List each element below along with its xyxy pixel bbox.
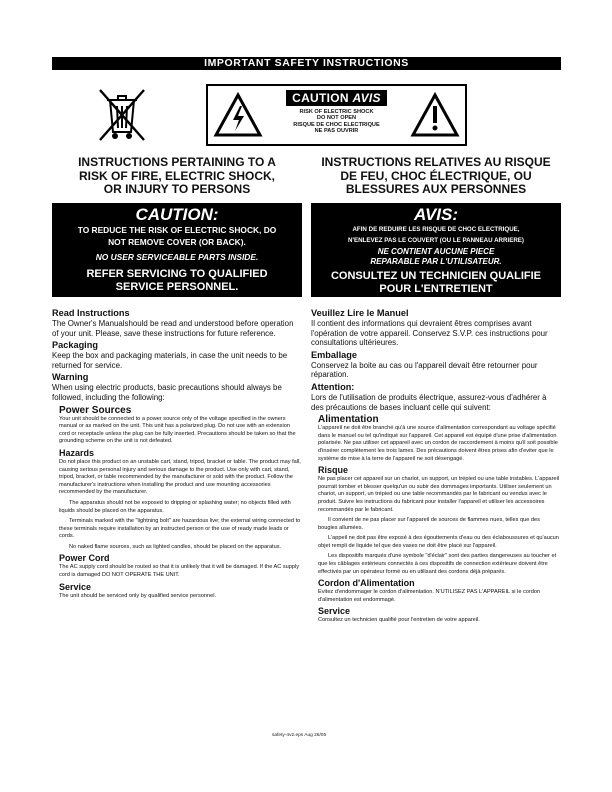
subsection-title: Alimentation xyxy=(318,414,379,426)
caution-label-line: RISK OF ELECTRIC SHOCK xyxy=(299,109,374,115)
caution-label-line: NE PAS OUVRIR xyxy=(314,128,359,135)
french-body xyxy=(311,308,561,625)
subsection-text: Evitez d'endommager le cordon d'alimentation. N'UTILISEZ PAS L'APPAREIL si le cordon d'alimentation est endommagé. xyxy=(318,589,541,603)
subsection-text: Ne pas placer cet appareil sur un chariot, un support, un trépied ou une table instables. L'appareil pourrait tomber et blesser quelqu'un ou subir des dommages importants. Utiliser seulement un chariot, un support, un trépied ou une table recommandés par le fabricant ou vendus avec le produit. Suivre les instructions du fabricant pour installer l'appareil et utiliser les accessoires recommandés par le fabricant. xyxy=(318,476,560,513)
section-title: Read Instructions xyxy=(52,308,130,318)
heading-line: DE FEU, CHOC ÉLECTRIQUE, OU xyxy=(340,168,532,183)
exclamation-triangle-icon xyxy=(410,92,460,138)
avis-sub-line: N'ENLEVEZ PAS LE COUVERT (OU LE PANNEAU ARRIERE) xyxy=(348,236,524,244)
subsection-text: Les dispositifs marqués d'une symbole "d'éclair" sont des parties dangereuses au toucher et que les câblages extérieurs connectés à ces dispositifs de connection extérieure doivent être effectivés par un opérateur formé ou en utilisant des cordons déjà préparés. xyxy=(318,553,557,575)
french-heading xyxy=(311,156,561,197)
section-title: Warning xyxy=(52,372,89,383)
caution-italic-line: NO USER SERVICEABLE PARTS INSIDE. xyxy=(95,252,259,262)
heading-line: BLESSURES AUX PERSONNES xyxy=(345,182,527,196)
avis-title: AVIS: xyxy=(413,205,459,224)
subsection-title: Cordon d'Alimentation xyxy=(318,578,415,589)
safety-header-title: IMPORTANT SAFETY INSTRUCTIONS xyxy=(204,57,409,69)
subsection-text: Il convient de ne pas placer sur l'appareil de sources de flammes nues, telles que des bougies allumées. xyxy=(318,517,540,531)
caution-sub-line: TO REDUCE THE RISK OF ELECTRIC SHOCK, DO xyxy=(77,225,277,235)
caution-label-line: DO NOT OPEN xyxy=(316,115,357,122)
section-text: Lors de l'utilisation de produits électrique, assurez-vous d'adhérer à des précautions de bases incluant celle qui suivent: xyxy=(311,392,547,412)
caution-box xyxy=(52,203,302,297)
heading-line: INSTRUCTIONS RELATIVES AU RISQUE xyxy=(321,155,551,169)
subsection-title: Power Sources xyxy=(59,404,132,416)
subsection-title: Hazards xyxy=(59,447,95,458)
file-footer: safety-4v2.eps Aug 26/05 xyxy=(272,733,327,738)
subsection-title: Service xyxy=(318,606,351,617)
section-text: When using electric products, basic precautions should always be followed, including the following: xyxy=(52,383,282,402)
heading-line: RISK OF FIRE, ELECTRIC SHOCK, xyxy=(78,168,275,183)
subsection-title: Power Cord xyxy=(59,553,110,564)
section-text: Conservez la boite au cas ou l'appareil devait être retourner pour réparation. xyxy=(311,360,538,380)
heading-line: INSTRUCTIONS PERTAINING TO A xyxy=(78,155,276,169)
crossed-bin-icon xyxy=(92,86,152,144)
section-title: Veuillez Lire le Manuel xyxy=(311,308,409,318)
caution-label xyxy=(206,84,467,146)
subsection-text: The apparatus should not be exposed to dripping or splashing water; no objects filled with liquids should be placed on the apparatus. xyxy=(59,499,291,514)
section-text: Il contient des informations qui devraient êtres comprises avant l'opération de votre appareil. Conservez S.V.P. ces instructions pour consultations ultérieures. xyxy=(311,319,548,348)
subsection-text: L'appareil ne doit être branché qu'à une source d'alimentation correspondant au voltage spécifié dans le manuel ou tel qu'indiqué sur l'appareil. Cet appareil est équipé d'une prise d'alimentation polarisée. Ne pas utiliser cet appareil avec un cordon de raccordement à moins qu'il soit possible d'insérer complètement les trois lames. Des précautions doivent êtres prises afin d'eviter que le système de mise à la terre de l'appareil ne soit désengagé. xyxy=(318,425,558,462)
avis-sub-line: AFIN DE REDUIRE LES RISQUE DE CHOC ELECTRIQUE, xyxy=(352,226,520,233)
section-text: The Owner's Manualshould be read and understood before operation of your unit. Please, save these instructions for future reference. xyxy=(52,319,294,338)
subsection-text: Your unit should be connected to a power source only of the voltage specified in the owners manual or as marked on the unit. This unit has a polarized plug. Do not use with an extension cord or receptacle unless the plug can be fully inserted. Precautions should be taken so that the grounding scheme on the unit is not defeated. xyxy=(59,415,296,445)
avis-box xyxy=(311,203,561,297)
avis-consult-line: CONSULTEZ UN TECHNICIEN QUALIFIE xyxy=(330,270,541,282)
caution-sub-line: NOT REMOVE COVER (OR BACK). xyxy=(108,237,246,247)
caution-label-heading xyxy=(286,90,387,106)
section-text: Keep the box and packaging materials, in case the unit needs to be returned for service. xyxy=(52,351,288,370)
subsection-text: No naked flame sources, such as lighted candles, should be placed on the apparatus. xyxy=(69,543,282,550)
english-heading xyxy=(52,156,302,197)
avis-word: AVIS xyxy=(352,91,381,105)
heading-line: OR INJURY TO PERSONS xyxy=(103,182,251,196)
english-body xyxy=(52,308,302,600)
subsection-title: Service xyxy=(59,581,92,592)
lightning-bolt-triangle-icon xyxy=(213,92,263,138)
subsection-text: Do not place this product on an unstable cart, stand, tripod, bracket or table. The product may fall, causing serious personal injury and serious damage to the product. Use only with cart, stand, tripod, bracket, or table recommended by the manufacturer or sold with the product. Follow the manufacturer's instructions when installing the product and use mounting accessories recommended by the manufacturer. xyxy=(59,458,301,496)
avis-italic-line: REPARABLE PAR L'UTILISATEUR. xyxy=(370,257,502,266)
subsection-text: The AC supply cord should be routed so that it is unlikely that it will be damaged. If the AC supply cord is damaged DO NOT OPERATE THE UNIT. xyxy=(59,564,300,579)
section-title: Emballage xyxy=(311,349,357,360)
subsection-title: Risque xyxy=(318,465,349,476)
safety-header-bar xyxy=(52,57,561,70)
subsection-text: Consultez un technicien qualifié pour l'entretien de votre appareil. xyxy=(318,617,480,624)
avis-consult-line: POUR L'ENTRETIENT xyxy=(379,283,493,295)
subsection-text: The unit should be serviced only by qualified service personnel. xyxy=(59,592,217,599)
subsection-text: Terminals marked with the "lightning bolt" are hazardous live; the external wiring connected to these terminals require installation by an instructed person or the use of ready made leads or cords. xyxy=(59,518,301,540)
subsection-text: L'appeil ne doit pas être exposé à des égouttements d'eau ou des éclaboussures et qu'aucun objet rempli de liquide tel que des vases ne doit être placé sur l'appareil. xyxy=(318,535,559,549)
caution-word: CAUTION xyxy=(292,91,349,105)
caution-refer-line: REFER SERVICING TO QUALIFIED xyxy=(86,268,268,280)
caution-refer-line: SERVICE PERSONNEL. xyxy=(115,281,239,293)
section-title: Packaging xyxy=(52,340,98,351)
avis-italic-line: NE CONTIENT AUCUNE PIECE xyxy=(377,247,495,256)
caution-label-line: RISQUE DE CHOC ELECTRIQUE xyxy=(293,121,380,128)
section-title: Attention: xyxy=(311,381,355,392)
caution-title: CAUTION: xyxy=(135,205,219,224)
